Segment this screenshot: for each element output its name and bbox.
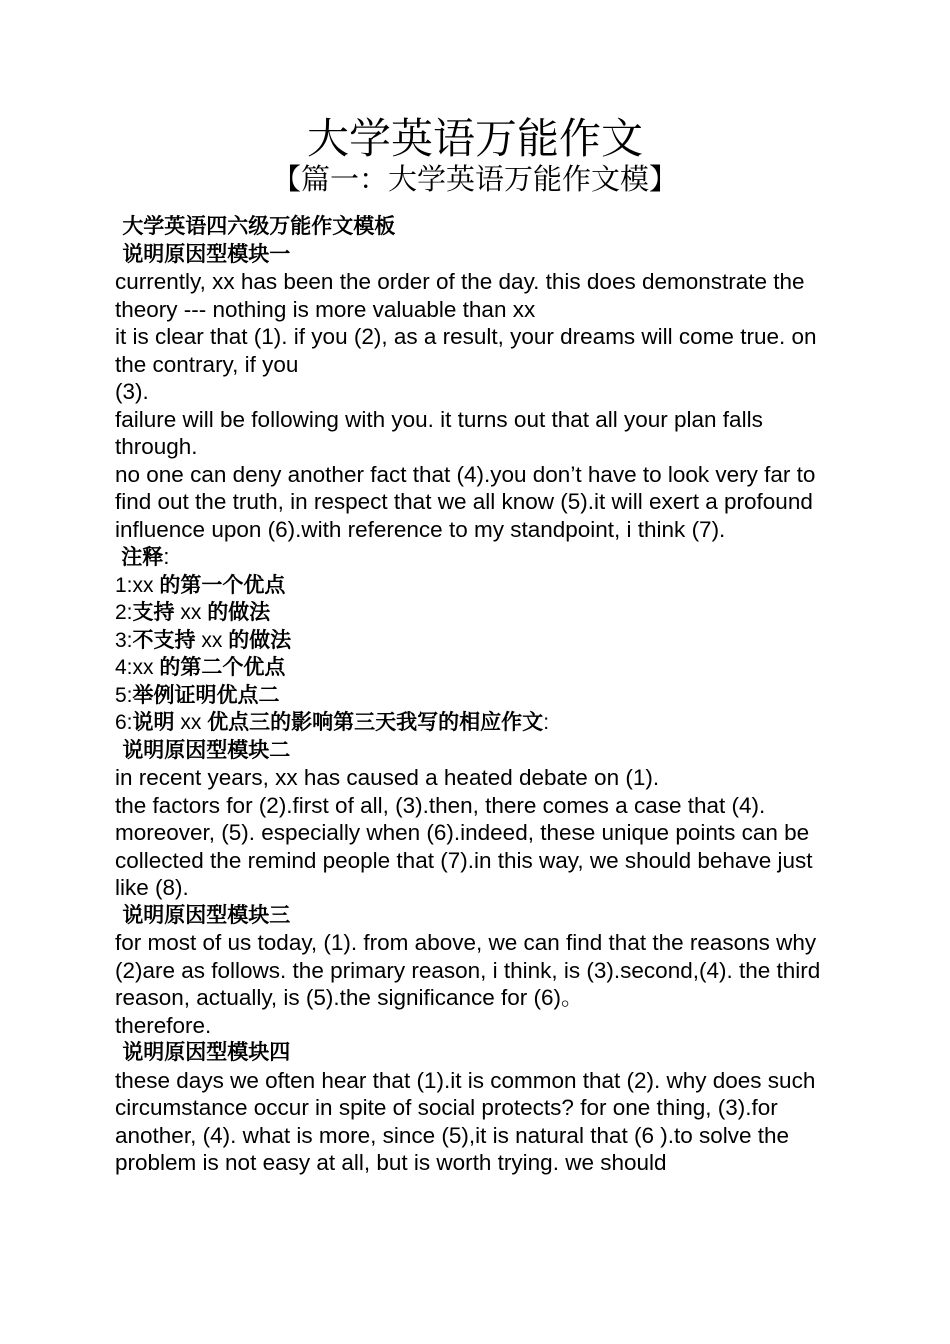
section-heading: 大学英语四六级万能作文模板 [122,214,396,238]
page-subtitle: 【篇一：大学英语万能作文模】 [271,162,678,196]
notes-label: 注释: [121,544,170,569]
paragraph: for most of us today, (1). from above, we can find that the reasons why (2)are as follows. the primary reason, i think, is (3).second,(4). the third reason, actually, is (5).the significance for (6)。 [115,930,821,1010]
page-title: 大学英语万能作文 [306,114,643,163]
document-body [115,213,840,1177]
module-4-title: 说明原因型模块四 [122,1040,291,1064]
paragraph: it is clear that (1). if you (2), as a result, your dreams will come true. on the contrary, if you [115,324,817,377]
note-item-3: 3:不支持 xx 的做法 [115,627,292,652]
paragraph: (3). [115,379,149,404]
note-item-5: 5:举例证明优点二 [115,682,280,707]
note-item-2: 2:支持 xx 的做法 [115,600,271,624]
module-1-title: 说明原因型模块一 [122,241,291,266]
module-2-title: 说明原因型模块二 [122,737,291,762]
paragraph: no one can deny another fact that (4).you don’t have to look very far to find out the truth, in respect that we all know (5).it will exert a profound influence upon (6).with reference to my standpoint, i think (7). [115,461,816,542]
paragraph: failure will be following with you. it turns out that all your plan falls through. [115,406,763,459]
paragraph: therefore. [115,1012,212,1038]
module-3-title: 说明原因型模块三 [122,902,291,927]
note-item-4: 4:xx 的第二个优点 [115,655,286,679]
paragraph: in recent years, xx has caused a heated debate on (1). [115,765,660,790]
paragraph: these days we often hear that (1).it is common that (2). why does such circumstance occur in spite of social protects? for one thing, (3).for another, (4). what is more, since (5),it is natural that (6 ).to solve the problem is not easy at all, but is worth trying. we should [115,1067,816,1175]
paragraph: currently, xx has been the order of the day. this does demonstrate the theory --- nothing is more valuable than xx [115,269,805,322]
note-item-1: 1:xx 的第一个优点 [115,572,286,597]
note-item-6: 6:说明 xx 优点三的影响第三天我写的相应作文: [115,710,550,734]
paragraph: the factors for (2).first of all, (3).then, there comes a case that (4). moreover, (5). especially when (6).indeed, these unique points can be collected the remind people that (7).in this way, we should behave just like (8). [115,792,813,900]
